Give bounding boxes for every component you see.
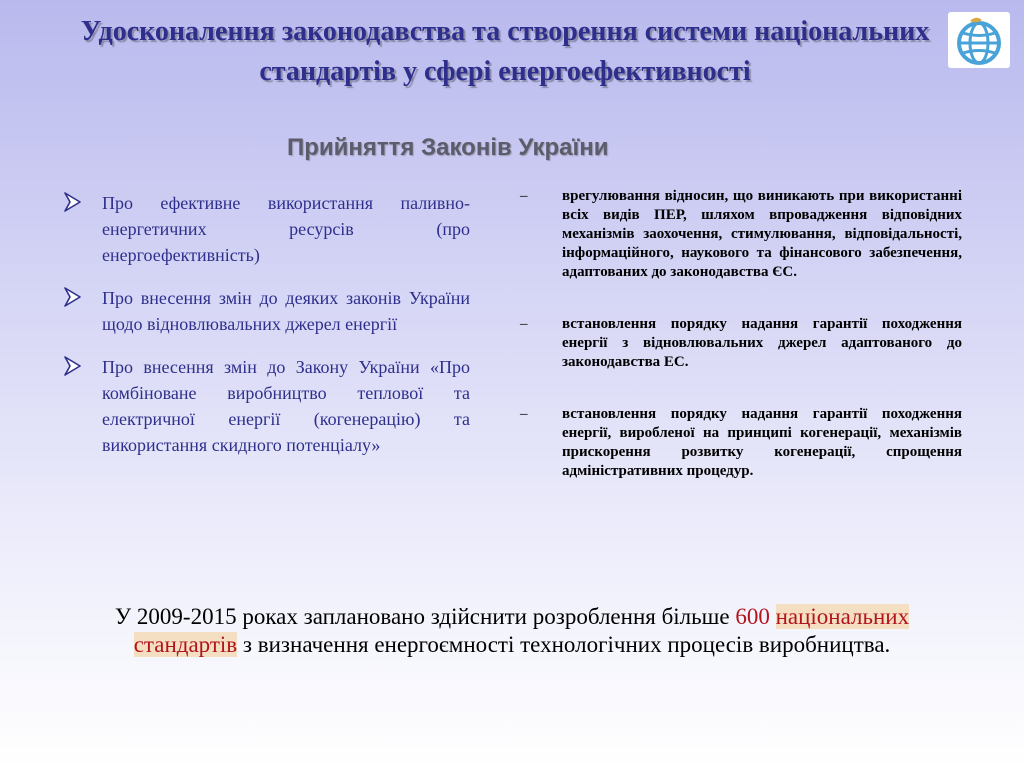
arrow-bullet-icon bbox=[62, 192, 82, 212]
dash-marker: – bbox=[520, 188, 528, 204]
list-item bbox=[62, 354, 470, 458]
footer-note bbox=[80, 603, 944, 659]
footer-text-part2: з визначення енергоємності технологічних процесів виробництва. bbox=[237, 632, 891, 657]
list-item bbox=[520, 405, 962, 481]
law-goals-list bbox=[520, 187, 962, 514]
goal-text: врегулювання відносин, що виникають при використанні всіх видів ПЕР, шляхом впровадження відповідних механізмів заохочення, стимулювання, відповідальності, інформаційного, наукового та фінансового забезпечення, адаптованих до законодавства ЄС. bbox=[562, 188, 962, 280]
list-item bbox=[520, 187, 962, 282]
law-text: Про внесення змін до деяких законів України щодо відновлювальних джерел енергії bbox=[102, 288, 470, 334]
laws-list bbox=[62, 190, 470, 475]
law-text: Про ефективне використання паливно-енергетичних ресурсів (про енергоефективність) bbox=[102, 193, 470, 265]
globe-logo-icon bbox=[948, 12, 1010, 68]
section-subtitle: Прийняття Законів України bbox=[287, 134, 609, 161]
standards-count: 600 bbox=[735, 604, 770, 629]
dash-marker: – bbox=[520, 316, 528, 332]
arrow-bullet-icon bbox=[62, 287, 82, 307]
list-item bbox=[62, 285, 470, 337]
list-item bbox=[520, 315, 962, 372]
goal-text: встановлення порядку надання гарантії походження енергії, виробленої на принципі когенерації, механізмів прискорення розвитку когенерації, спрощення адміністративних процедур. bbox=[562, 406, 962, 479]
dash-marker: – bbox=[520, 406, 528, 422]
law-text: Про внесення змін до Закону України «Про комбіноване виробництво теплової та електричної енергії (когенерацію) та використання скидного потенціалу» bbox=[102, 357, 470, 455]
goal-text: встановлення порядку надання гарантії походження енергії з відновлювальних джерел адаптованого до законодавства ЕС. bbox=[562, 316, 962, 370]
footer-text-part1: У 2009-2015 роках заплановано здійснити розроблення більше bbox=[114, 604, 736, 629]
standards-highlight: національних стандартів bbox=[133, 604, 910, 657]
slide-title: Удосконалення законодавства та створення системи національних стандартів у сфері енергоефективності bbox=[80, 16, 930, 87]
arrow-bullet-icon bbox=[62, 356, 82, 376]
list-item bbox=[62, 190, 470, 268]
